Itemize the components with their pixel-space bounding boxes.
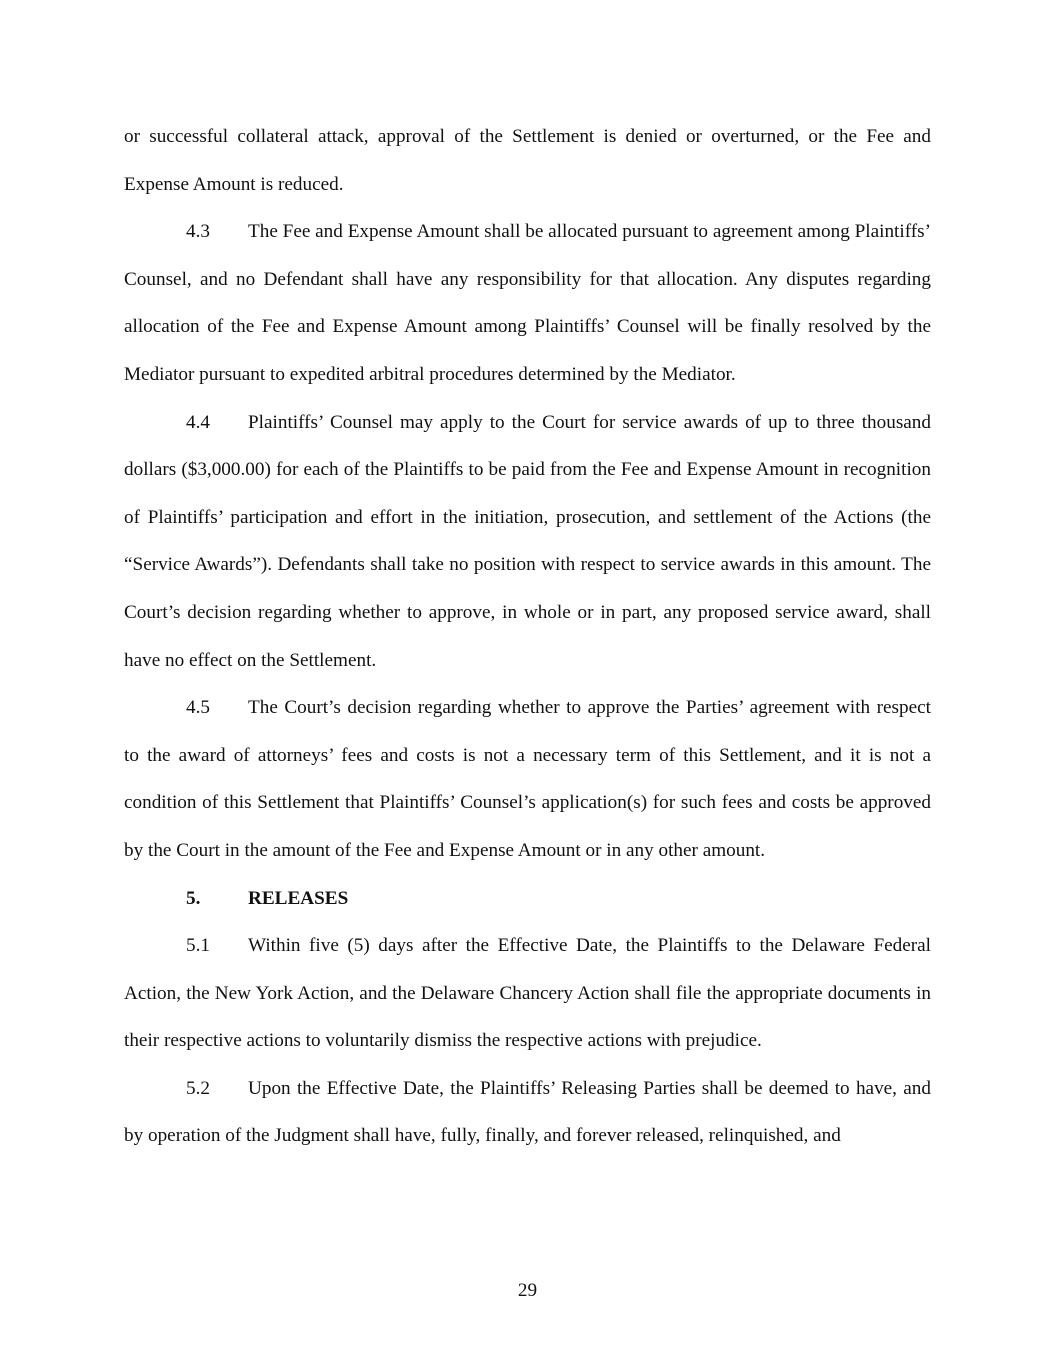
- section-5-2-paragraph: [124, 1065, 931, 1160]
- section-4-4-paragraph: [124, 399, 931, 685]
- section-4-3-paragraph: [124, 208, 931, 398]
- document-body: [124, 113, 931, 1160]
- section-number: 5.2: [186, 1077, 210, 1099]
- section-text: The Court’s decision regarding whether to approve the Parties’ agreement with respect to the award of attorneys’ fees and costs is not a necessary term of this Settlement, and it is not a condition of this Settlement that Plaintiffs’ Counsel’s application(s) for such fees and costs be approved by the Court in the amount of the Fee and Expense Amount or in any other amount.: [124, 697, 931, 861]
- section-number: 4.3: [186, 221, 210, 243]
- page-number: 29: [517, 1280, 538, 1301]
- heading-number: 5.: [186, 887, 201, 909]
- section-4-5-paragraph: [124, 684, 931, 874]
- heading-title: RELEASES: [248, 887, 349, 909]
- section-number: 4.4: [186, 411, 210, 433]
- continuation-paragraph: [124, 113, 931, 208]
- section-text: The Fee and Expense Amount shall be allocated pursuant to agreement among Plaintiffs’ Counsel, and no Defendant shall have any responsibility for that allocation. Any disputes regarding allocation of the Fee and Expense Amount among Plaintiffs’ Counsel will be finally resolved by the Mediator pursuant to expedited arbitral procedures determined by the Mediator.: [124, 221, 931, 385]
- section-text: Upon the Effective Date, the Plaintiffs’ Releasing Parties shall be deemed to have, and by operation of the Judgment shall have, fully, finally, and forever released, relinquished, and: [124, 1077, 931, 1147]
- continuation-text: or successful collateral attack, approval of the Settlement is denied or overturned, or the Fee and Expense Amount is reduced.: [124, 126, 931, 195]
- section-5-heading: [124, 875, 931, 923]
- section-text: Plaintiffs’ Counsel may apply to the Court for service awards of up to three thousand dollars ($3,000.00) for each of the Plaintiffs to be paid from the Fee and Expense Amount in recognition of Plaintiffs’ participation and effort in the initiation, prosecution, and settlement of the Actions (the “Service Awards”). Defendants shall take no position with respect to service awards in this amount. The Court’s decision regarding whether to approve, in whole or in part, any proposed service award, shall have no effect on the Settlement.: [124, 411, 931, 671]
- section-number: 4.5: [186, 697, 210, 719]
- section-5-1-paragraph: [124, 922, 931, 1065]
- section-text: Within five (5) days after the Effective Date, the Plaintiffs to the Delaware Federal Action, the New York Action, and the Delaware Chancery Action shall file the appropriate documents in their respective actions to voluntarily dismiss the respective actions with prejudice.: [124, 935, 931, 1052]
- section-number: 5.1: [186, 935, 210, 957]
